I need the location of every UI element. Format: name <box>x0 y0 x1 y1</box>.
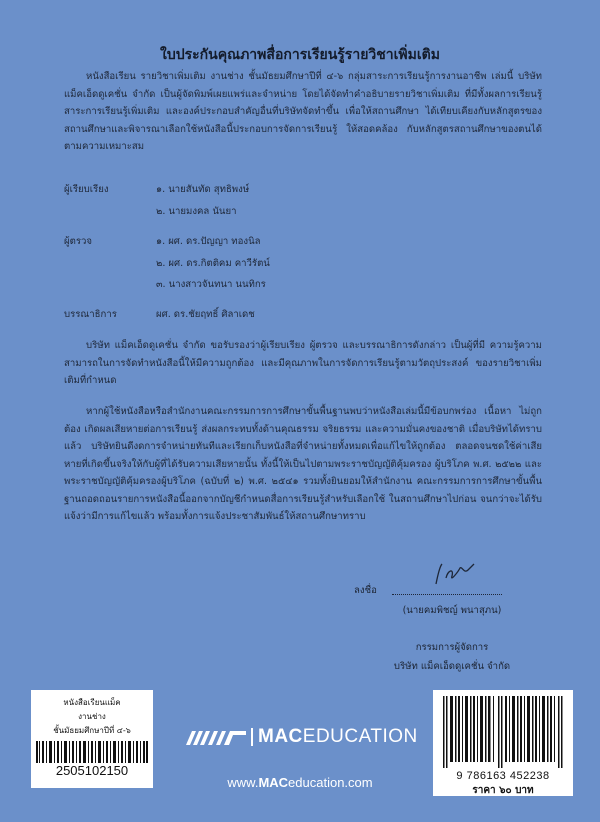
logo-mark-icon <box>186 729 246 745</box>
reviewer-name: ๒. ผศ. ดร.กิตติคม คาวีรัตน์ <box>156 258 270 269</box>
editor-name: ผศ. ดร.ชัยฤทธิ์ ศิลาเดช <box>156 309 255 320</box>
logo-brand-rest: EDUCATION <box>302 726 418 747</box>
authors-label: ผู้เรียบเรียง <box>64 184 109 195</box>
label-line: หนังสือเรียนแม็ค <box>63 698 121 707</box>
signature-label: ลงชื่อ <box>354 585 377 596</box>
logo-brand-bold: MAC <box>258 726 303 747</box>
authors-row <box>156 204 236 219</box>
page-title: ใบประกันคุณภาพสื่อการเรียนรู้รายวิชาเพิ่มเติม <box>160 47 440 63</box>
price-label: ราคา ๖๐ บาท <box>472 785 534 796</box>
editor-row <box>64 307 255 322</box>
logo-wordmark <box>258 726 418 748</box>
reviewer-name: ๓. นางสาวจันทนา นนทิกร <box>156 279 266 290</box>
signer-position: กรรมการผู้จัดการ <box>415 642 489 653</box>
signature-mark <box>432 560 476 590</box>
reviewer-name: ๑. ผศ. ดร.ปัญญา ทองนิล <box>156 236 261 247</box>
signer-company: บริษัท แม็คเอ็ดดูเคชั่น จำกัด <box>393 661 511 672</box>
product-code: 2505102150 <box>55 763 129 778</box>
logo-separator <box>251 728 253 746</box>
editor-label: บรรณาธิการ <box>64 309 117 320</box>
website-suffix: education.com <box>288 775 373 790</box>
signer-name: (นายคมพิชญ์ พนาสุภน) <box>402 605 502 616</box>
company-logo <box>186 726 418 748</box>
author-name: ๒. นายมงคล นันยา <box>156 206 237 217</box>
isbn-number: 9 786163 452238 <box>456 770 550 782</box>
intro-paragraph: หนังสือเรียน รายวิชาเพิ่มเติม งานช่าง ชั้นมัธยมศึกษาปีที่ ๔-๖ กลุ่มสาระการเรียนรู้การงานอาชีพ เล่มนี้ บริษัท แม็คเอ็ดดูเคชั่น จำกัด เป็นผู้จัดพิมพ์เผยแพร่และจำหน่าย โดยได้จัดทำคำอธิบายรายวิชาเพิ่มเติม ที่มีทั้งผลการเรียนรู้ สาระการเรียนรู้เพิ่มเติม และองค์ประกอบสำคัญอื่นที่บริษัทจัดทำขึ้น เพื่อให้สถานศึกษา ได้เทียบเคียงกับหลักสูตรของสถานศึกษาและพิจารณาเลือกใช้หนังสือนี้ประกอบการจัดการเรียนรู้ ให้สอดคล้อง กับหลักสูตรสถานศึกษาของตนได้ตามความเหมาะสม <box>64 71 542 152</box>
reviewers-label: ผู้ตรวจ <box>64 236 93 247</box>
certification-paragraph: บริษัท แม็คเอ็ดดูเคชั่น จำกัด ขอรับรองว่าผู้เรียบเรียง ผู้ตรวจ และบรรณาธิการดังกล่าว เป็นผู้ที่มี ความรู้ความสามารถในการจัดทำหนังสือนี้ให้มีความถูกต้อง และมีคุณภาพในการจัดการเรียนรู้ตามวัตถุประสงค์ ของรายวิชาเพิ่มเติมที่กำหนด <box>64 340 542 386</box>
label-line: ชั้นมัธยมศึกษาปีที่ ๔-๖ <box>53 726 131 735</box>
reviewers-row <box>156 256 270 271</box>
isbn-barcode <box>443 696 563 768</box>
reviewers-row <box>64 234 261 249</box>
authors-row <box>64 182 249 197</box>
website-bold: MAC <box>258 775 289 790</box>
website-prefix: www. <box>227 775 259 790</box>
isbn-barcode-box <box>433 690 573 796</box>
signature-line <box>392 594 502 595</box>
book-label-box <box>31 690 153 788</box>
label-line: งานช่าง <box>78 712 106 721</box>
reviewers-row <box>156 277 266 292</box>
author-name: ๑. นายสันทัด สุทธิพงษ์ <box>156 184 250 195</box>
product-barcode <box>36 741 148 763</box>
liability-paragraph: หากผู้ใช้หนังสือหรือสำนักงานคณะกรรมการการศึกษาขั้นพื้นฐานพบว่าหนังสือเล่มนี้มีข้อบกพร่อง เนื้อหา ไม่ถูกต้อง เกิดผลเสียหายต่อการเรียนรู้ ส่งผลกระทบทั้งด้านคุณธรรม จริยธรรม และความมั่นคงของชาติ เมื่อบริษัทได้ทราบแล้ว บริษัทยินดีงดการจำหน่ายทันทีและเรียกเก็บหนังสือที่จำหน่ายทั้งหมดเพื่อแก้ไขให้ถูกต้อง ตลอดจนชดใช้ค่าเสียหายที่เกิดขึ้นจริงให้กับผู้ที่ได้รับความเสียหายนั้น ทั้งนี้ให้เป็นไปตามพระราชบัญญัติคุ้มครอง ผู้บริโภค พ.ศ. ๒๕๒๒ และพระราชบัญญัติคุ้มครองผู้บริโภค (ฉบับที่ ๒) พ.ศ. ๒๕๔๑ รวมทั้งยินยอมให้สำนักงาน คณะกรรมการการศึกษาขั้นพื้นฐานถอดถอนรายการหนังสือนี้ออกจากบัญชีกำหนดสื่อการเรียนรู้สำหรับเลือกใช้ ในสถานศึกษาไปก่อน จนกว่าจะได้รับแจ้งว่ามีการแก้ไขแล้ว พร้อมทั้งการแจ้งประชาสัมพันธ์ให้สถานศึกษาทราบ <box>64 406 542 522</box>
